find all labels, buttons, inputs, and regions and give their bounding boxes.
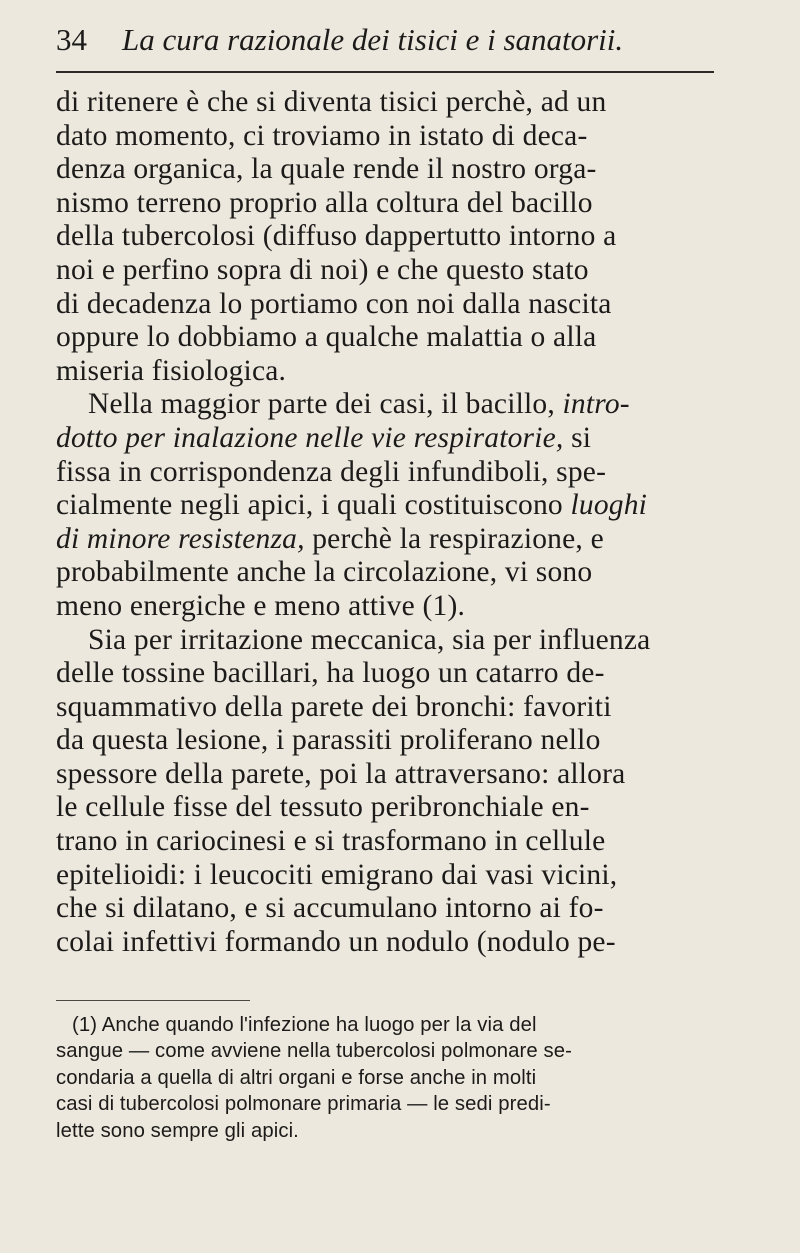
body-text [56, 86, 726, 959]
text-line: epitelioidi: i leucociti emigrano dai vasi vicini, [56, 858, 618, 891]
text-line: di decadenza lo portiamo con noi dalla nascita [56, 287, 612, 320]
footnote-line: sangue — come avviene nella tubercolosi polmonare se- [56, 1040, 572, 1063]
text-line: denza organica, la quale rende il nostro orga- [56, 153, 597, 186]
text-run: cialmente negli apici, i quali costituiscono [56, 489, 571, 522]
text-line: di ritenere è che si diventa tisici perchè, ad un [56, 86, 607, 118]
text-line [56, 422, 726, 456]
text-run: Nella maggior parte dei casi, il bacillo, [88, 388, 563, 421]
text-line: da questa lesione, i parassiti proliferano nello [56, 724, 601, 757]
text-run: perchè la respirazione, e [304, 522, 604, 555]
header-rule [56, 71, 714, 73]
text-line [56, 523, 726, 557]
text-line [56, 489, 726, 523]
footnote-line: lette sono sempre gli apici. [56, 1119, 299, 1142]
text-line: meno energiche e meno attive (1). [56, 589, 466, 622]
page-number: 34 [56, 22, 87, 57]
text-line: della tubercolosi (diffuso dappertutto intorno a [56, 220, 617, 253]
text-line: dato momento, ci troviamo in istato di deca- [56, 119, 588, 152]
italic-run: luoghi [570, 489, 648, 522]
text-line: miseria fisiologica. [56, 354, 287, 387]
footnote [56, 1012, 726, 1144]
text-line: nismo terreno proprio alla coltura del bacillo [56, 186, 593, 219]
text-line: oppure lo dobbiamo a qualche malattia o alla [56, 321, 597, 354]
text-line [56, 388, 726, 422]
text-line: Sia per irritazione meccanica, sia per influenza [88, 623, 651, 656]
text-line: che si dilatano, e si accumulano intorno ai fo- [56, 892, 604, 925]
footnote-line: (1) Anche quando l'infezione ha luogo per la via del [72, 1014, 537, 1036]
text-line: noi e perfino sopra di noi) e che questo stato [56, 253, 589, 286]
text-line: delle tossine bacillari, ha luogo un catarro de- [56, 657, 605, 690]
text-line: squammativo della parete dei bronchi: favoriti [56, 690, 612, 723]
text-line: le cellule fisse del tessuto peribronchiale en- [56, 791, 590, 824]
text-run: si [563, 421, 592, 454]
text-line: colai infettivi formando un nodulo (nodulo pe- [56, 925, 616, 958]
italic-run: di minore resistenza, [56, 522, 305, 555]
running-title: La cura razionale dei tisici e i sanatorii. [122, 22, 624, 57]
footnote-line: casi di tubercolosi polmonare primaria — le sedi predi- [56, 1093, 551, 1116]
footnote-rule [56, 1000, 250, 1001]
footnote-line: condaria a quella di altri organi e forse anche in molti [56, 1066, 537, 1089]
text-line: trano in cariocinesi e si trasformano in cellule [56, 825, 606, 858]
italic-run: dotto per inalazione nelle vie respiratorie, [56, 421, 564, 454]
text-line: fissa in corrispondenza degli infundiboli, spe- [56, 455, 607, 488]
page-header [56, 22, 716, 62]
text-line: probabilmente anche la circolazione, vi sono [56, 556, 593, 589]
text-line: spessore della parete, poi la attraversano: allora [56, 757, 626, 790]
italic-run: intro- [562, 388, 630, 421]
